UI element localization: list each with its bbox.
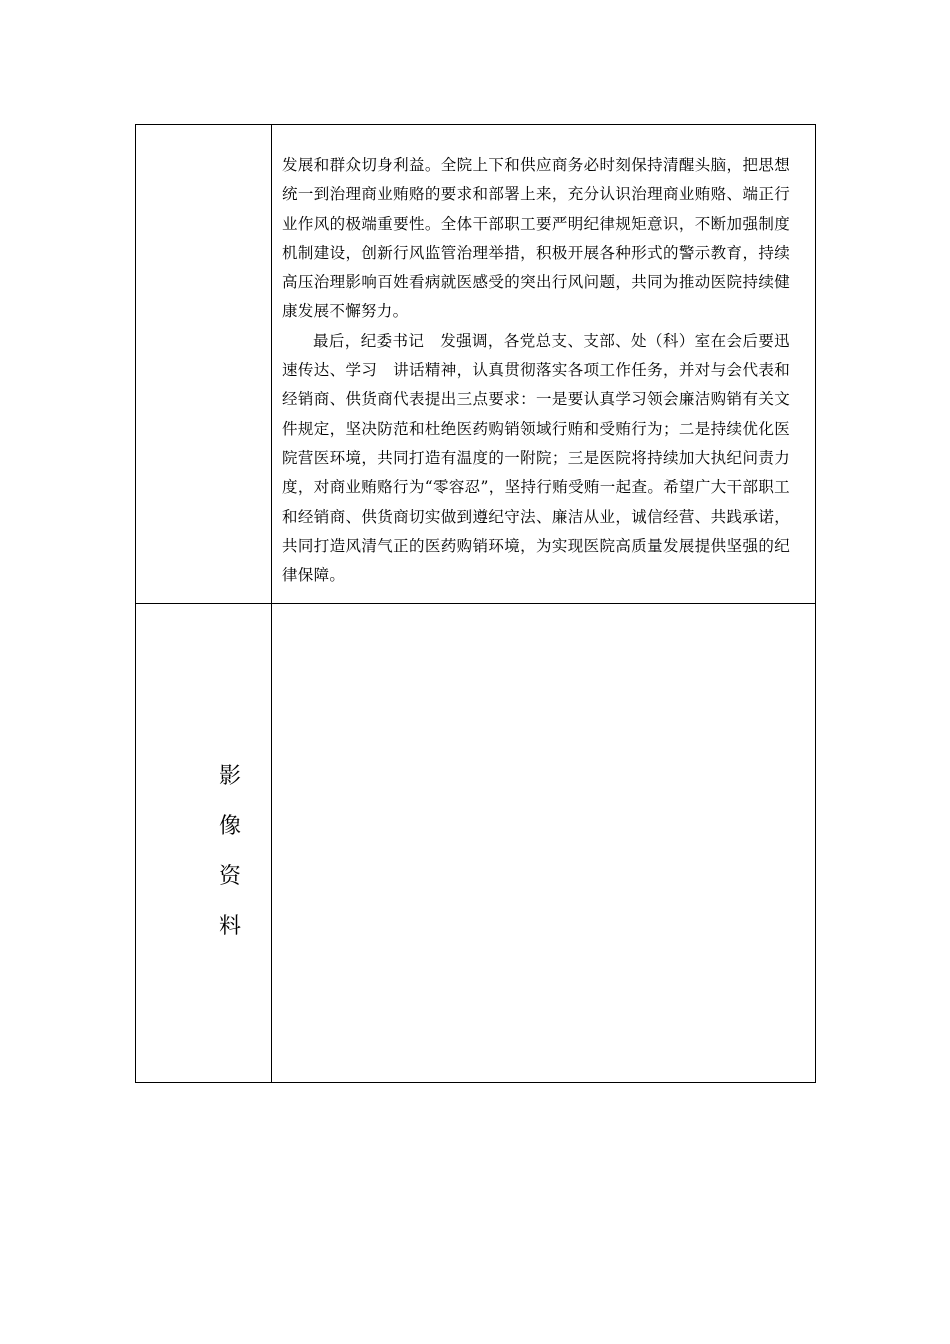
image-materials-label (216, 752, 244, 952)
label-char: 料 (218, 914, 241, 939)
image-label-cell (136, 604, 272, 1083)
paragraph-1: 发展和群众切身利益。全院上下和供应商务必时刻保持清醒头脑，把思想统一到治理商业贿赂的要求和部署上来，充分认识治理商业贿赂、端正行业作风的极端重要性。全体干部职工要严明纪律规矩意识，不断加强制度机制建设，创新行风监管治理举措，积极开展各种形式的警示教育，持续高压治理影响百姓看病就医感受的突出行风问题，共同为推动医院持续健康发展不懈努力。 (282, 156, 790, 321)
label-char: 像 (218, 814, 241, 839)
text-content-cell (272, 125, 816, 604)
image-content-cell (272, 604, 816, 1083)
text-row (136, 125, 816, 604)
label-char: 资 (218, 864, 241, 889)
image-row (136, 604, 816, 1083)
report-table (135, 124, 816, 1083)
text-row-label-cell (136, 125, 272, 604)
paragraph-2: 最后，纪委书记 发强调，各党总支、支部、处（科）室在会后要迅速传达、学习 讲话精神，认真贯彻落实各项工作任务，并对与会代表和经销商、供货商代表提出三点要求：一是要认真学习领会廉洁购销有关文件规定，坚决防范和杜绝医药购销领域行贿和受贿行为；二是持续优化医院营医环境，共同打造有温度的一附院；三是医院将持续加大执纪问责力度，对商业贿赂行为“零容忍”，坚持行贿受贿一起查。希望广大干部职工和经销商、供货商切实做到遵纪守法、廉洁从业，诚信经营、共践承诺，共同打造风清气正的医药购销环境，为实现医院高质量发展提供坚强的纪律保障。 (282, 331, 790, 585)
label-char: 影 (218, 764, 241, 789)
